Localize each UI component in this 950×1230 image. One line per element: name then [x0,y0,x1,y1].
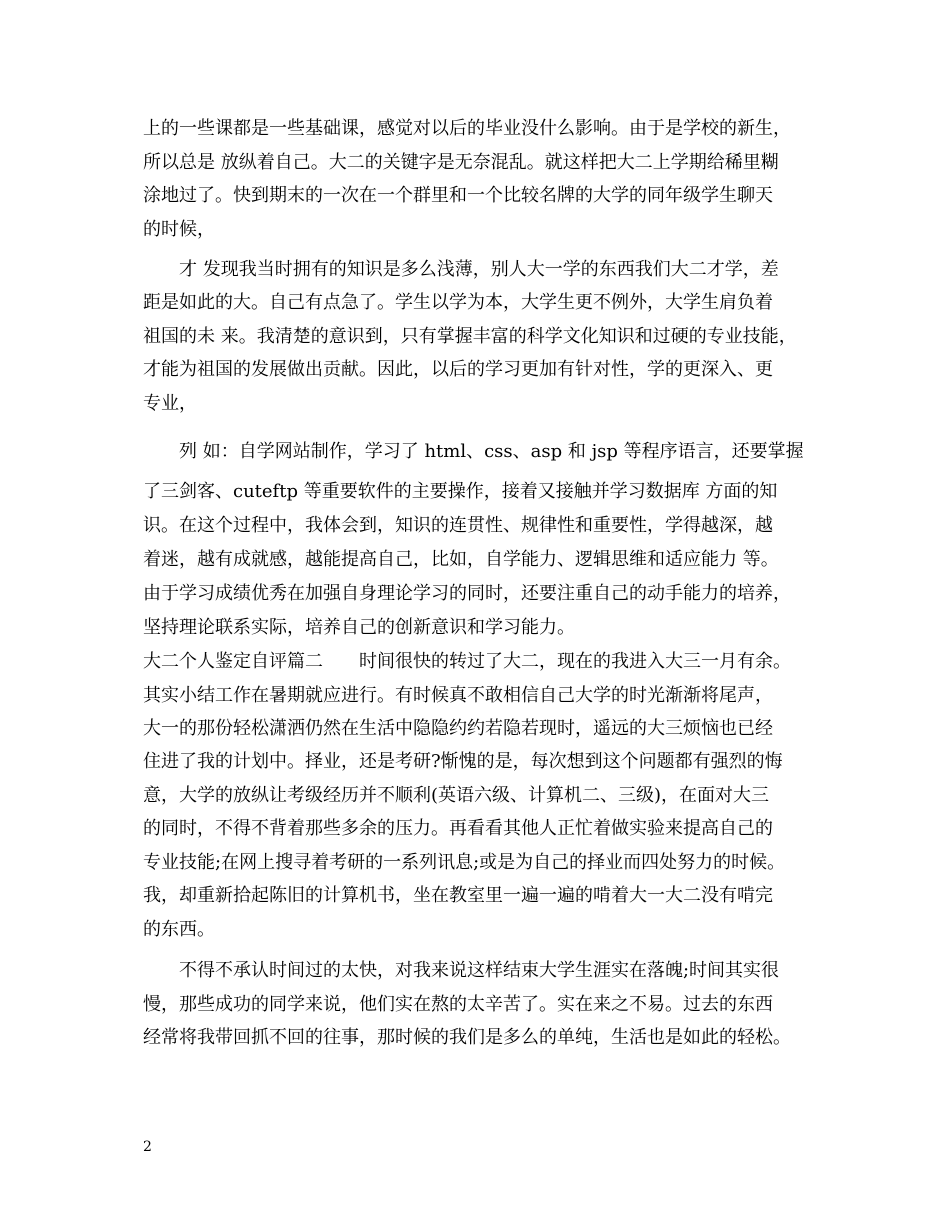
body-text-line-25: 不得不承认时间过的太快，对我来说这样结束大学生涯实在落魄;时间其实很 [179,960,780,981]
body-text-line-6: 距是如此的大。自己有点急了。学生以学为本，大学生更不例外，大学生肩负着 [143,292,773,313]
body-text-line-5: 才 发现我当时拥有的知识是多么浅薄，别人大一学的东西我们大二才学，差 [179,259,779,280]
body-text-line-13: 着迷，越有成就感，越能提高自己，比如，自学能力、逻辑思维和适应能力 等。 [143,549,779,570]
body-text-line-4: 的时候， [143,219,215,240]
body-text-line-9: 专业， [143,393,197,414]
body-text-line-26: 慢，那些成功的同学来说，他们实在熬的太辛苦了。实在来之不易。过去的东西 [143,994,773,1015]
body-text-line-19: 住进了我的计划中。择业，还是考研?惭愧的是，每次想到这个问题都有强烈的悔 [143,751,783,772]
body-text-line-23: 我，却重新拾起陈旧的计算机书，坐在教室里一遍一遍的啃着大一大二没有啃完 [143,885,773,906]
body-text-line-17: 其实小结工作在暑期就应进行。有时候真不敢相信自己大学的时光渐渐将尾声， [143,685,773,706]
body-text-line-22: 专业技能;在网上搜寻着考研的一系列讯息;或是为自己的择业而四处努力的时候。 [143,852,786,873]
section-heading-line: 大二个人鉴定自评篇二 时间很快的转过了大二，现在的我进入大三一月有余。 [143,651,791,672]
body-text-line-15: 坚持理论联系实际，培养自己的创新意识和学习能力。 [143,617,575,638]
body-text-line-21: 的同时，不得不背着那些多余的压力。再看看其他人正忙着做实验来提高自己的 [143,818,773,839]
body-text-line-3: 涂地过了。快到期末的一次在一个群里和一个比较名牌的大学的同年级学生聊天 [143,185,773,206]
body-text-line-27: 经常将我带回抓不回的往事，那时候的我们是多么的单纯，生活也是如此的轻松。 [143,1027,791,1048]
body-text-line-1: 上的一些课都是一些基础课，感觉对以后的毕业没什么影响。由于是学校的新生， [143,118,791,139]
body-text-line-20: 意，大学的放纵让考级经历并不顺利(英语六级、计算机二、三级)，在面对大三 [143,785,770,806]
body-text-line-24: 的东西。 [143,919,215,940]
body-text-line-11: 了三剑客、cuteftp 等重要软件的主要操作，接着又接触并学习数据库 方面的知 [143,481,778,502]
body-text-line-10: 列 如：自学网站制作，学习了 html、css、asp 和 jsp 等程序语言，还要掌握 [179,441,804,462]
body-text-line-12: 识。在这个过程中，我体会到，知识的连贯性、规律性和重要性，学得越深，越 [143,515,773,536]
body-text-line-14: 由于学习成绩优秀在加强自身理论学习的同时，还要注重自己的动手能力的培养， [143,583,791,604]
body-text-line-18: 大一的那份轻松潇洒仍然在生活中隐隐约约若隐若现时，遥远的大三烦恼也已经 [143,718,773,739]
body-text-line-7: 祖国的未 来。我清楚的意识到，只有掌握丰富的科学文化知识和过硬的专业技能， [143,326,797,347]
body-text-line-2: 所以总是 放纵着自己。大二的关键字是无奈混乱。就这样把大二上学期给稀里糊 [143,152,779,173]
page-number: 2 [143,1139,152,1155]
body-text-line-8: 才能为祖国的发展做出贡献。因此，以后的学习更加有针对性，学的更深入、更 [143,359,773,380]
